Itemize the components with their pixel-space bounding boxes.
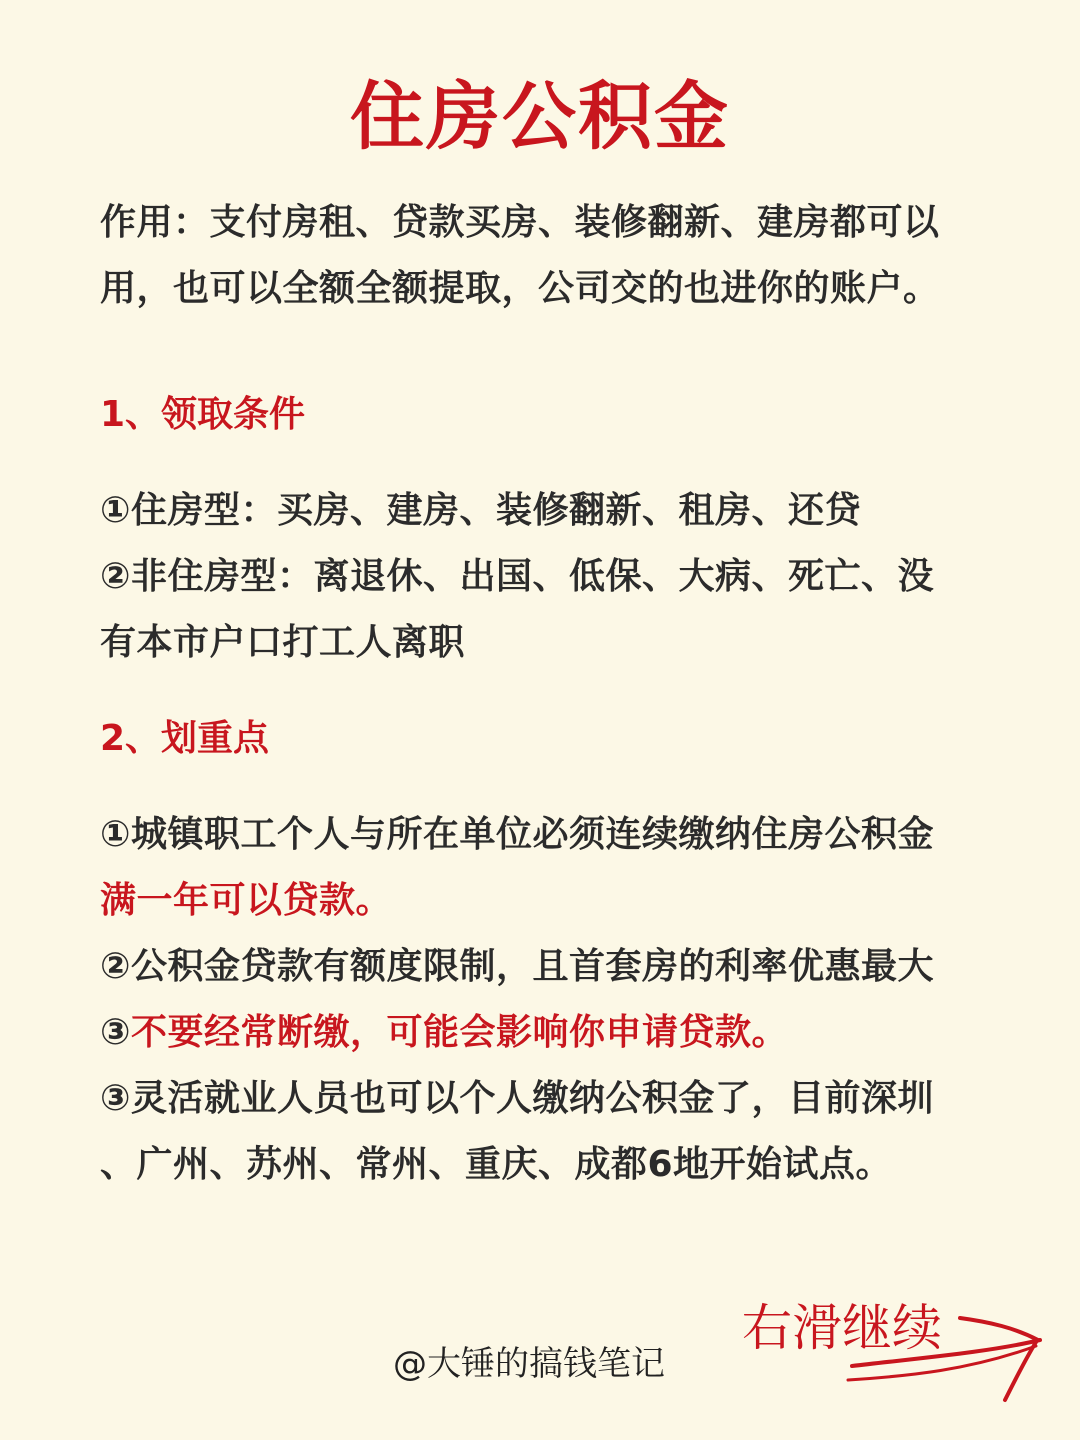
page-title: 住房公积金 bbox=[350, 74, 730, 160]
intro-line-1: 作用：支付房租、贷款买房、装修翻新、建房都可以 bbox=[100, 202, 940, 243]
arrow-right-icon bbox=[840, 1300, 1060, 1410]
key-point-4-line-1: ③灵活就业人员也可以个人缴纳公积金了，目前深圳 bbox=[100, 1078, 934, 1119]
key-point-1-line-2: 满一年可以贷款。 bbox=[100, 880, 393, 921]
condition-housing: ①住房型：买房、建房、装修翻新、租房、还贷 bbox=[100, 490, 861, 531]
key-point-3-prefix: ③ bbox=[100, 1012, 131, 1053]
section-heading-key-points: 2、划重点 bbox=[100, 718, 270, 759]
key-point-2: ②公积金贷款有额度限制，且首套房的利率优惠最大 bbox=[100, 946, 934, 987]
condition-non-housing-line-1: ②非住房型：离退休、出国、低保、大病、死亡、没 bbox=[100, 556, 934, 597]
section-heading-conditions: 1、领取条件 bbox=[100, 394, 306, 435]
condition-non-housing-line-2: 有本市户口打工人离职 bbox=[100, 622, 466, 663]
author-handle: @大锤的搞钱笔记 bbox=[393, 1344, 665, 1384]
main-content bbox=[100, 190, 980, 1198]
key-point-4-line-2: 、广州、苏州、常州、重庆、成都6地开始试点。 bbox=[100, 1144, 893, 1185]
key-point-1-line-1: ①城镇职工个人与所在单位必须连续缴纳住房公积金 bbox=[100, 814, 934, 855]
key-point-3-text: 不要经常断缴，可能会影响你申请贷款。 bbox=[130, 1012, 788, 1053]
intro-line-2: 用，也可以全额全额提取，公司交的也进你的账户。 bbox=[100, 268, 940, 309]
swipe-hint[interactable]: 右滑继续 bbox=[742, 1299, 942, 1357]
key-point-3 bbox=[100, 1000, 980, 1066]
